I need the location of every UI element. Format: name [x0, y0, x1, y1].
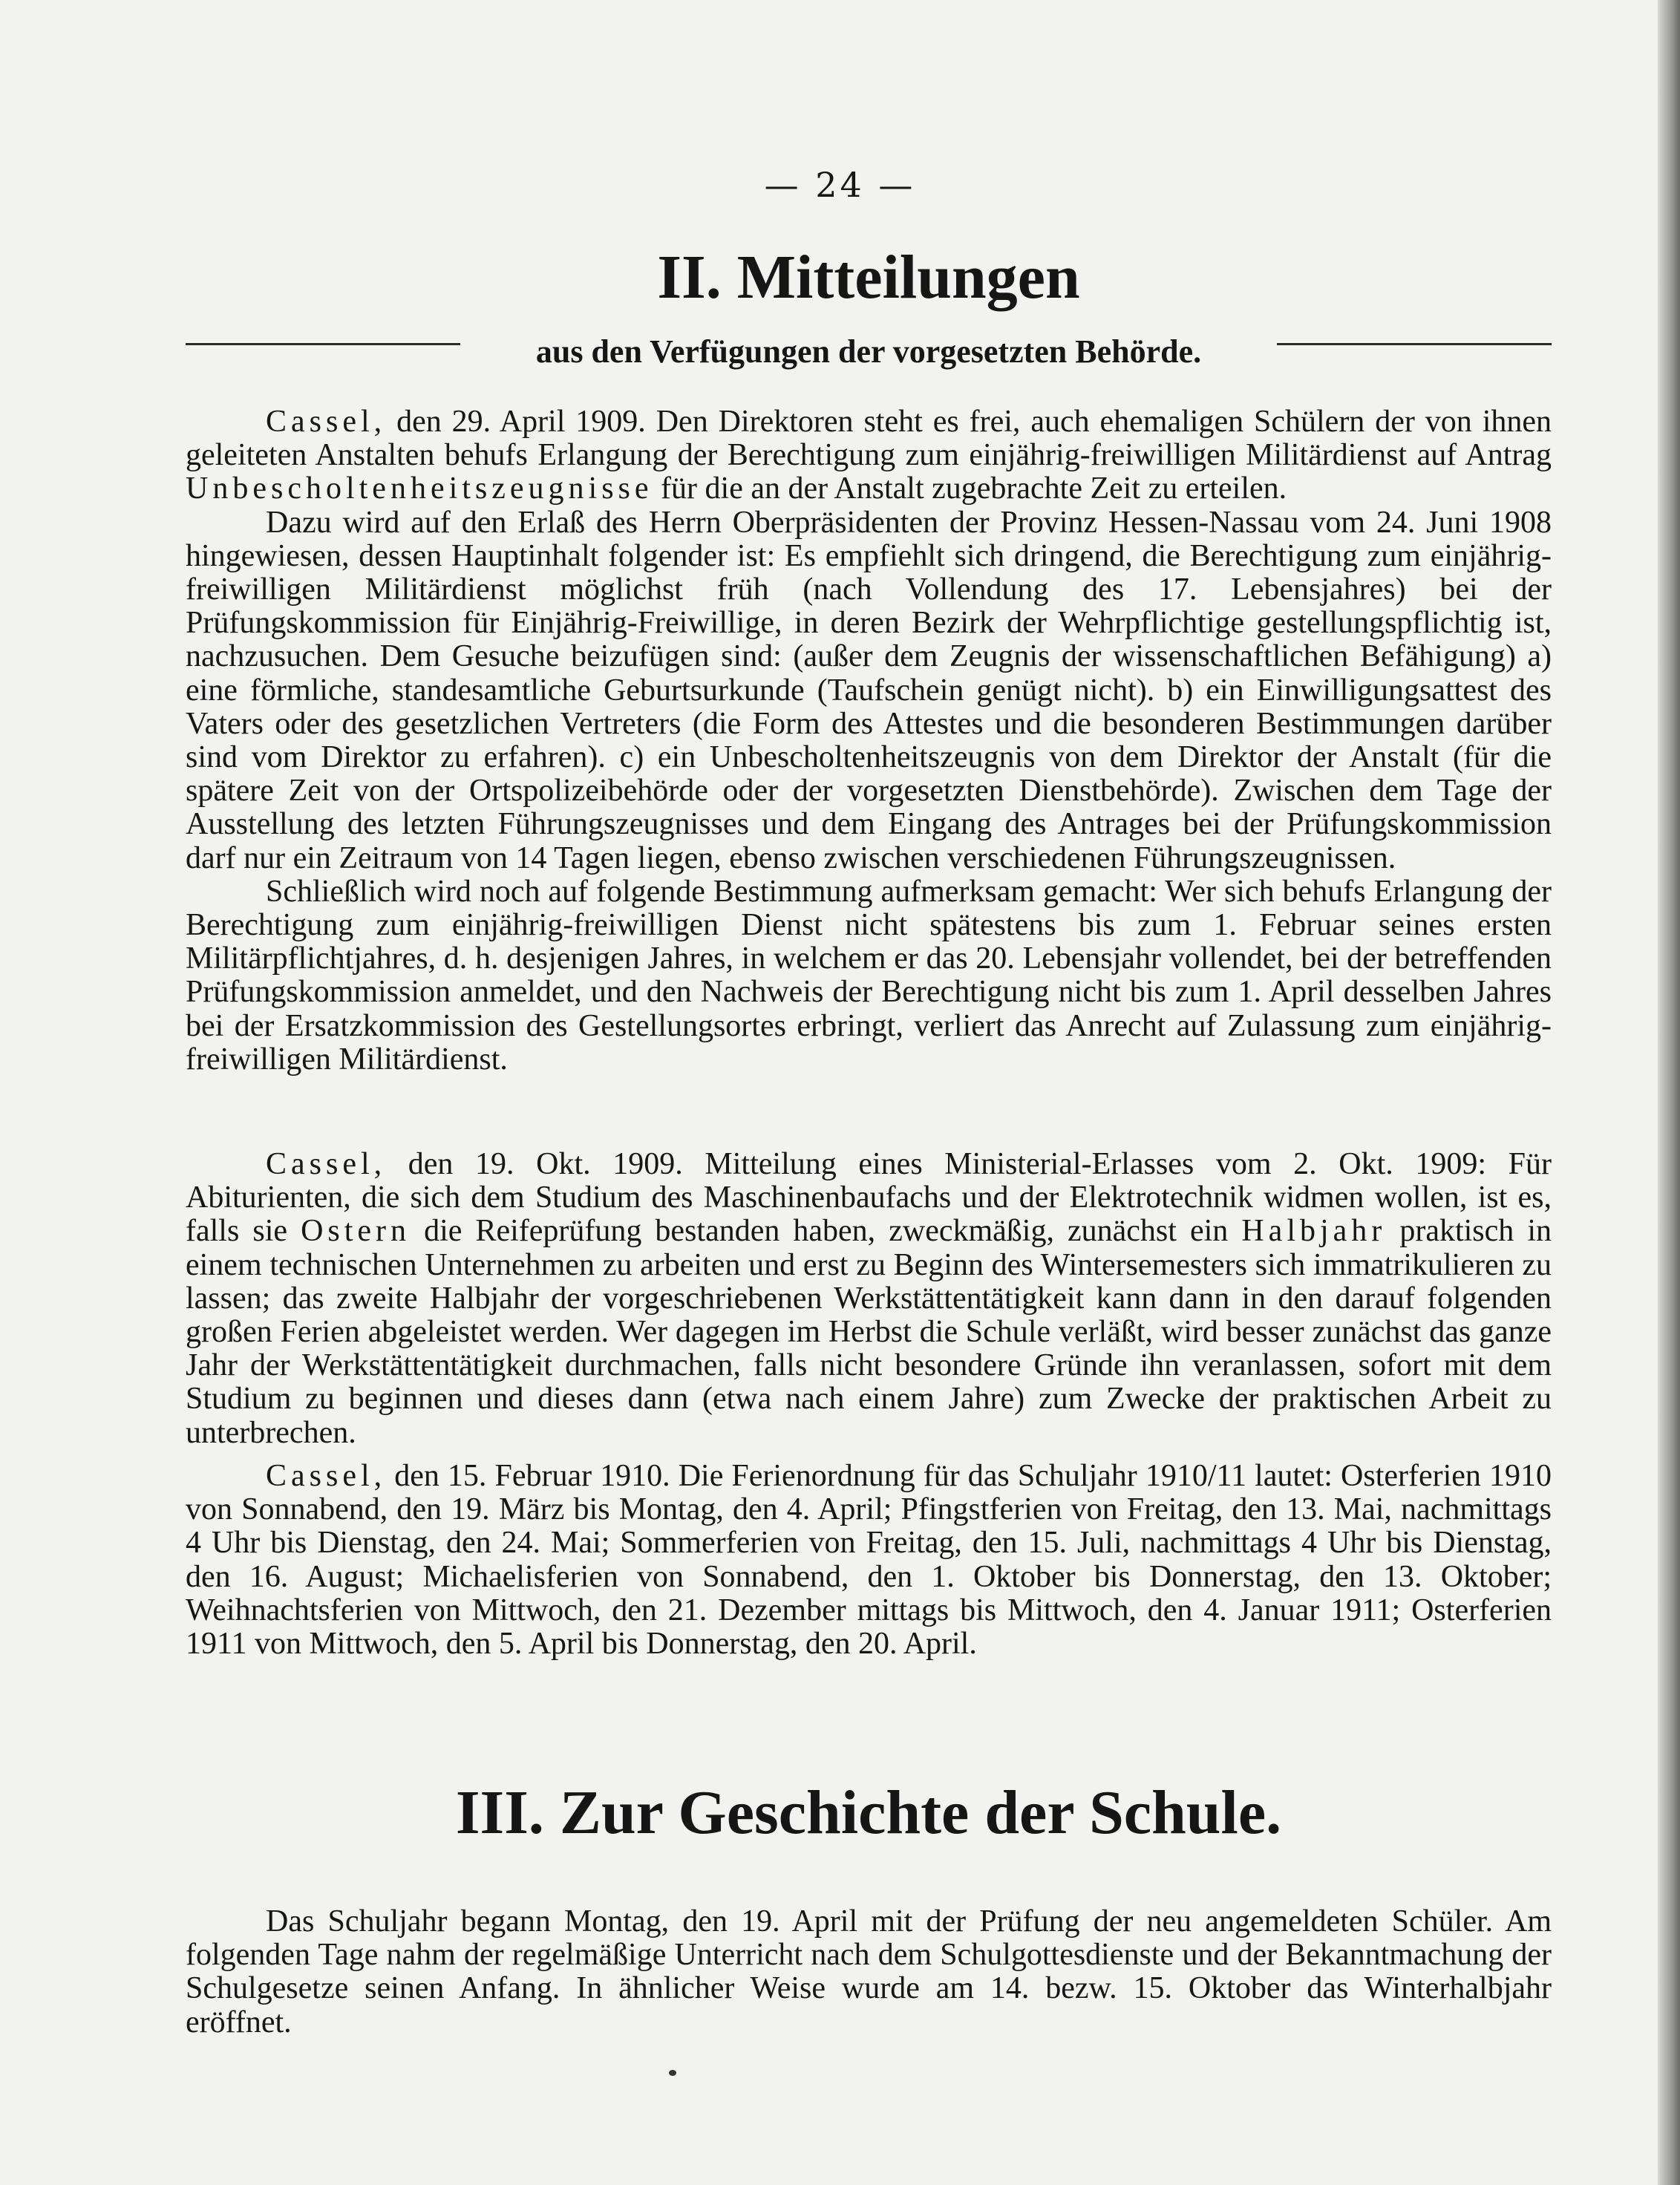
paragraph-text: die Reifeprüfung bestanden haben, zweckmäßig, zunächst ein	[411, 1214, 1242, 1249]
paragraph-text: den 15. Februar 1910. Die Ferienordnung für das Schuljahr 1910/11 lautet: Osterferien 1910 von Sonnabend, den 19. März bis Montag, den 4. April; Pfingstferien von Freitag, den 13. Mai, nachmittags 4 Uhr bis Dienstag, den 24. Mai; Sommerferien von Freitag, den 15. Juli, nachmittags 4 Uhr bis Dienstag, den 16. August; Michaelisferien von Sonnabend, den 1. Oktober bis Donnerstag, den 13. Oktober; Weihnachtsferien von Mittwoch, den 21. Dezember mittags bis Mittwoch, den 4. Januar 1911; Osterferien 1911 von Mittwoch, den 5. April bis Donnerstag, den 20. April.	[186, 1459, 1552, 1662]
emphasized-term: Ostern	[301, 1214, 411, 1249]
place-name: Cassel,	[266, 1459, 387, 1493]
decree-paragraph-5	[186, 1460, 1552, 1661]
decree-1910-february	[186, 1460, 1552, 1661]
ink-speck	[669, 2070, 676, 2076]
paragraph-text: praktisch in einem technischen Unternehmen zu arbeiten und erst zu Beginn des Wintersemesters sich immatrikulieren zu lassen; das zweite Halbjahr der vorgeschriebenen Werkstättentätigkeit kann dann in den darauf folgenden großen Ferien abgeleistet werden. Wer dagegen im Herbst die Schule verläßt, wird besser zunächst das ganze Jahr der Werkstättentätigkeit durchmachen, falls nicht besondere Gründe ihn veranlassen, sofort mit dem Studium zu beginnen und dieses dann (etwa nach einem Jahre) zum Zwecke der praktischen Arbeit zu unterbrechen.	[186, 1214, 1552, 1450]
paragraph-text: den 19. Okt. 1909. Mitteilung eines Ministerial-Erlasses vom 2. Okt. 1909: Für Abiturienten, die sich dem Studium des Maschinenbaufachs und der Elektrotechnik widmen wollen, ist es, falls sie	[186, 1147, 1552, 1249]
subtitle-rule-right	[1277, 343, 1552, 345]
emphasized-term: Unbescholtenheitszeugnisse	[186, 471, 653, 506]
section-3-title: III. Zur Geschichte der Schule.	[455, 1778, 1282, 1847]
scan-right-edge	[1658, 0, 1680, 2185]
decree-paragraph-2: Dazu wird auf den Erlaß des Herrn Oberpräsidenten der Provinz Hessen-Nassau vom 24. Juni 1908 hingewiesen, dessen Hauptinhalt folgender ist: Es empfiehlt sich dringend, die Berechtigung zum einjährig-freiwilligen Militärdienst möglichst früh (nach Vollendung des 17. Lebensjahres) bei der Prüfungskommission für Einjährig-Freiwillige, in deren Bezirk der Wehrpflichtige gestellungspflichtig ist, nachzusuchen. Dem Gesuche beizufügen sind: (außer dem Zeugnis der wissenschaftlichen Befähigung) a) eine förmliche, standesamtliche Geburtsurkunde (Taufschein genügt nicht). b) ein Einwilligungsattest des Vaters oder des gesetzlichen Vertreters (die Form des Attestes und die besonderen Bestimmungen darüber sind vom Direktor zu erfahren). c) ein Unbescholtenheitszeugnis von dem Direktor der Anstalt (für die spätere Zeit von der Ortspolizeibehörde oder der vorgesetzten Dienstbehörde). Zwischen dem Tage der Ausstellung des letzten Führungszeugnisses und dem Eingang des Antrages bei der Prüfungskommission darf nur ein Zeitraum von 14 Tagen liegen, ebenso zwischen verschiedenen Führungszeugnissen.	[186, 505, 1552, 875]
page-number: — 24 —	[764, 165, 916, 205]
section-2-title: II. Mitteilungen	[657, 243, 1080, 312]
decree-1909-october	[186, 1148, 1552, 1450]
place-name: Cassel,	[266, 405, 387, 439]
decree-1909-april	[186, 405, 1552, 1077]
decree-paragraph-1	[186, 405, 1552, 506]
history-paragraph: Das Schuljahr begann Montag, den 19. April mit der Prüfung der neu angemeldeten Schüler. Am folgenden Tage nahm der regelmäßige Unterricht nach dem Schulgottesdienste und der Bekanntmachung der Schulgesetze seinen Anfang. In ähnlicher Weise wurde am 14. bezw. 15. Oktober das Winterhalbjahr eröffnet.	[186, 1904, 1552, 2039]
decree-paragraph-4	[186, 1148, 1552, 1450]
paragraph-text: den 29. April 1909. Den Direktoren steht es frei, auch ehemaligen Schülern der von ihnen geleiteten Anstalten behufs Erlangung der Berechtigung zum einjährig-freiwilligen Militärdienst auf Antrag	[186, 405, 1552, 473]
section-2-subtitle: aus den Verfügungen der vorgesetzten Behörde.	[535, 333, 1202, 370]
decree-paragraph-3: Schließlich wird noch auf folgende Bestimmung aufmerksam gemacht: Wer sich behufs Erlangung der Berechtigung zum einjährig-freiwilligen Dienst nicht spätestens bis zum 1. Februar seines ersten Militärpflichtjahres, d. h. desjenigen Jahres, in welchem er das 20. Lebensjahr vollendet, bei der betreffenden Prüfungskommission anmeldet, und den Nachweis der Berechtigung nicht bis zum 1. April desselben Jahres bei der Ersatzkommission des Gestellungsortes erbringt, verliert das Anrecht auf Zulassung zum einjährig-freiwilligen Militärdienst.	[186, 874, 1552, 1077]
paragraph-text: für die an der Anstalt zugebrachte Zeit zu erteilen.	[653, 471, 1287, 506]
school-history-text	[186, 1905, 1552, 2039]
place-name: Cassel,	[266, 1147, 387, 1181]
emphasized-term: Halbjahr	[1241, 1214, 1387, 1249]
